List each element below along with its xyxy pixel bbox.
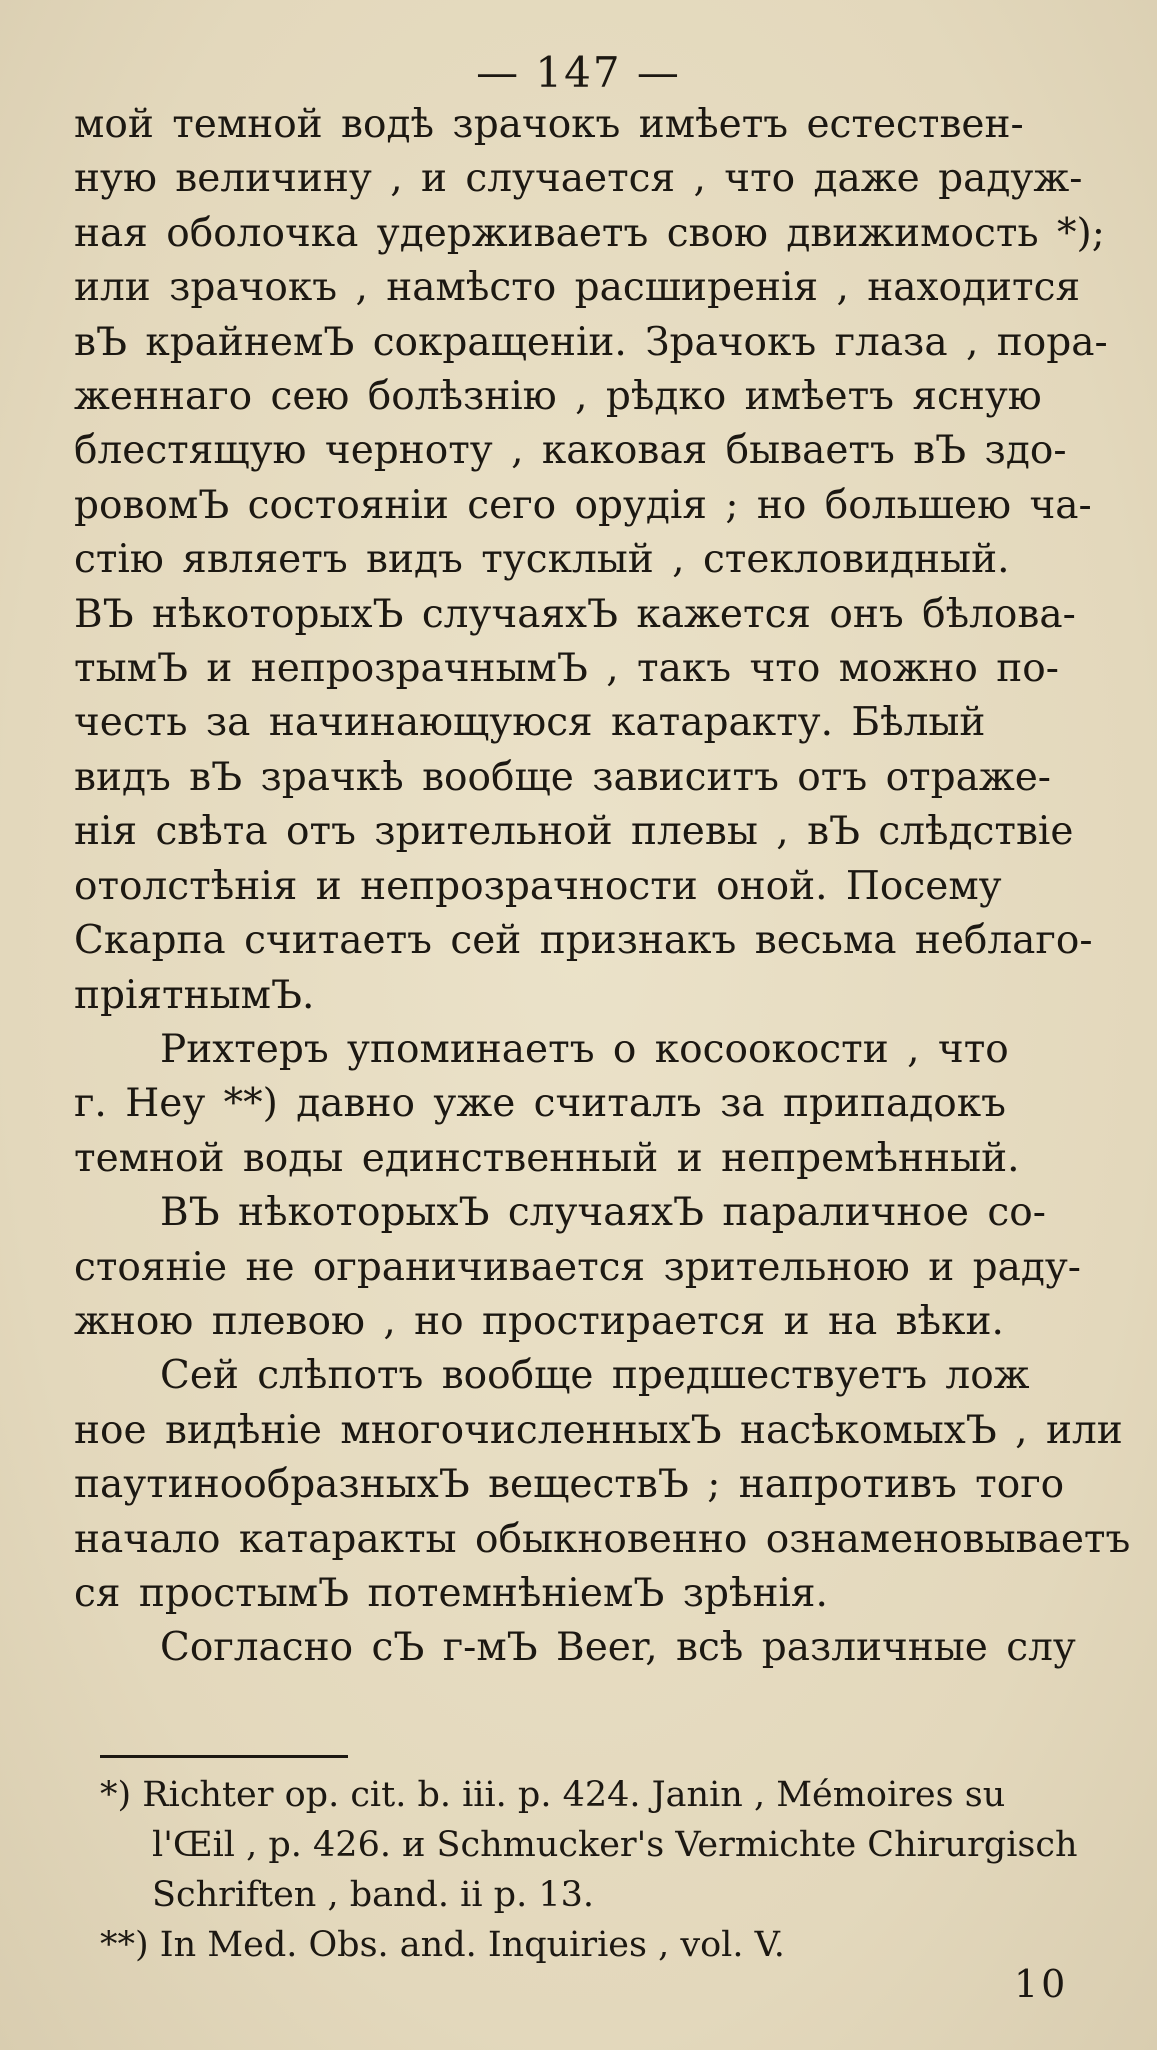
text-line: видъ вЪ зрачкѣ вообще зависитъ отъ отраже- (74, 754, 1051, 800)
footnote-line: l'Œil , p. 426. и Schmucker's Vermichte Chirurgisch (152, 1825, 1078, 1865)
text-line: стояніе не ограничивается зрительною и раду- (74, 1244, 1081, 1290)
text-line: Скарпа считаетъ сей признакъ весьма неблаго- (74, 918, 1093, 964)
text-line: вЪ крайнемЪ сокращеніи. Зрачокъ глаза , пора- (74, 319, 1108, 365)
paragraph-start: Согласно сЪ г-мЪ Beer, всѣ различные слу (160, 1625, 1076, 1671)
text-line: жною плевою , но простирается и на вѣки. (74, 1298, 1004, 1344)
text-line: пріятнымЪ. (74, 972, 315, 1018)
text-line: отолстѣнія и непрозрачности оной. Посему (74, 863, 1002, 909)
main-text (74, 98, 1157, 1676)
text-line: ную величину , и случается , что даже радуж- (74, 156, 1083, 202)
text-line: паутинообразныхЪ веществЪ ; напротивъ того (74, 1462, 1065, 1508)
text-line: тымЪ и непрозрачнымЪ , такъ что можно по- (74, 646, 1059, 692)
paragraph-start: Рихтеръ упоминаетъ о косоокости , что (160, 1026, 1009, 1072)
text-line: г. Неу **) давно уже считалъ за припадокъ (74, 1081, 1006, 1127)
text-line: ся простымЪ потемнѣніемЪ зрѣнія. (74, 1570, 828, 1616)
text-line: блестящую черноту , каковая бываетъ вЪ здо- (74, 428, 1067, 474)
text-line: ровомЪ состояніи сего орудія ; но большею ча- (74, 482, 1092, 528)
text-line: нія свѣта отъ зрительной плевы , вЪ слѣдствіе (74, 809, 1074, 855)
footnote-line: **) In Med. Obs. and. Inquiries , vol. V. (100, 1925, 785, 1965)
text-line: ное видѣніе многочисленныхЪ насѣкомыхЪ , или (74, 1407, 1123, 1453)
paragraph-start: ВЪ нѣкоторыхЪ случаяхЪ параличное со- (160, 1190, 1046, 1236)
text-line: честь за начинающуюся катаракту. Бѣлый (74, 700, 986, 746)
text-line: женнаго сею болѣзнію , рѣдко имѣетъ ясную (74, 374, 1042, 420)
text-line: мой темной водѣ зрачокъ имѣетъ естествен- (74, 102, 1024, 147)
footnote-line: *) Richter op. cit. b. iii. p. 424. Janin , Mémoires su (100, 1775, 1006, 1815)
text-line: темной воды единственный и непремѣнный. (74, 1135, 1020, 1181)
footnote-divider (100, 1755, 348, 1758)
footnote-line: Schriften , band. ii p. 13. (152, 1875, 594, 1915)
paragraph-start: Сей слѣпотъ вообще предшествуетъ лож (160, 1353, 1030, 1399)
page-number: — 147 — (476, 48, 681, 97)
text-line: или зрачокъ , намѣсто расширенія , находится (74, 265, 1081, 311)
text-line: ВЪ нѣкоторыхЪ случаяхЪ кажется онъ бѣлова- (74, 591, 1076, 637)
text-line: начало катаракты обыкновенно ознаменовываетъ (74, 1516, 1131, 1562)
text-line: стію являетъ видъ тусклый , стекловидный. (74, 537, 1010, 583)
signature-mark: 10 (1014, 1962, 1069, 2006)
text-line: ная оболочка удерживаетъ свою движимость *); (74, 210, 1105, 256)
footnotes (100, 1770, 1157, 1970)
